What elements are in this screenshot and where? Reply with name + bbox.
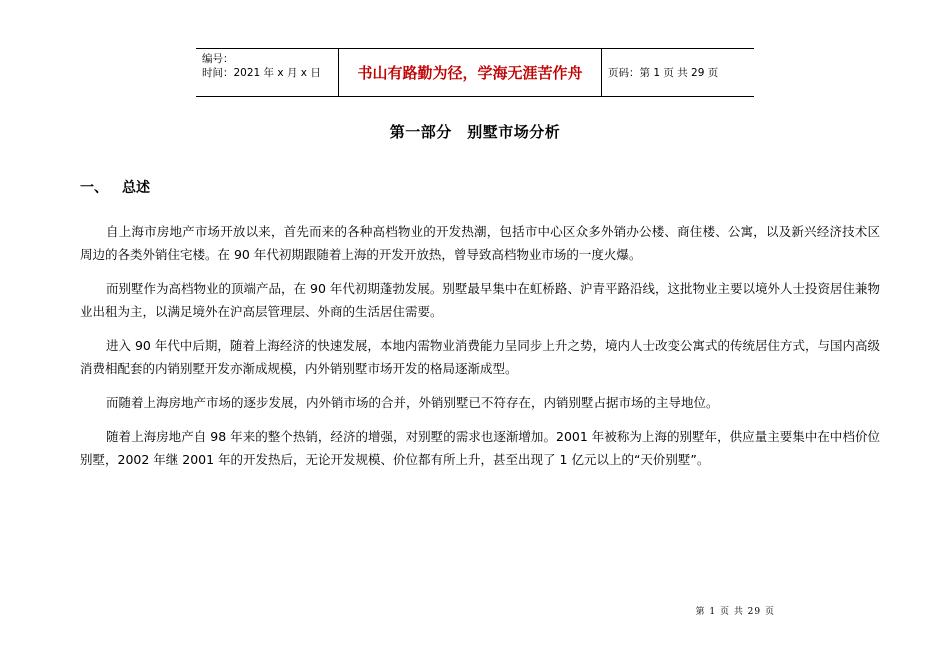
page-label: 页码：第 1 页 共 29 页 (608, 67, 719, 79)
number-label: 编号： (202, 53, 234, 65)
body-text (80, 220, 880, 482)
paragraph: 而别墅作为高档物业的顶端产品，在 90 年代初期蓬勃发展。别墅最早集中在虹桥路、沪青平路沿线，这批物业主要以境外人士投资居住兼物业出租为主，以满足境外在沪高层管理层、外商的生活居住需要。 (80, 281, 880, 319)
section-heading (80, 177, 150, 197)
document-header (196, 48, 754, 97)
paragraph: 自上海市房地产市场开放以来，首先而来的各种高档物业的开发热潮，包括市中心区众多外销办公楼、商住楼、公寓，以及新兴经济技术区周边的各类外销住宅楼。在 90 年代初期跟随着上海的开发开放热，曾导致高档物业市场的一度火爆。 (80, 224, 880, 262)
page-footer: 第 1 页 共 29 页 (695, 607, 775, 617)
motto-text: 书山有路勤为径，学海无涯苦作舟 (339, 49, 602, 96)
paragraph: 进入 90 年代中后期，随着上海经济的快速发展，本地内需物业消费能力呈同步上升之势，境内人士改变公寓式的传统居住方式，与国内高级消费相配套的内销别墅开发亦渐成规模，内外销别墅市场开发的格局逐渐成型。 (80, 338, 880, 376)
paragraph: 随着上海房地产自 98 年来的整个热销，经济的增强，对别墅的需求也逐渐增加。2001 年被称为上海的别墅年，供应量主要集中在中档价位别墅，2002 年继 2001 年的开发热后，无论开发规模、价位都有所上升，甚至出现了 1 亿元以上的“天价别墅”。 (80, 429, 880, 467)
section-title: 总述 (122, 180, 150, 196)
part-title: 第一部分 别墅市场分析 (389, 123, 561, 141)
paragraph: 而随着上海房地产市场的逐步发展，内外销市场的合并，外销别墅已不符存在，内销别墅占据市场的主导地位。 (106, 395, 719, 410)
section-number: 一、 (80, 180, 108, 196)
time-label: 时间：2021 年 x 月 x 日 (202, 67, 321, 79)
header-meta-cell (196, 49, 339, 96)
